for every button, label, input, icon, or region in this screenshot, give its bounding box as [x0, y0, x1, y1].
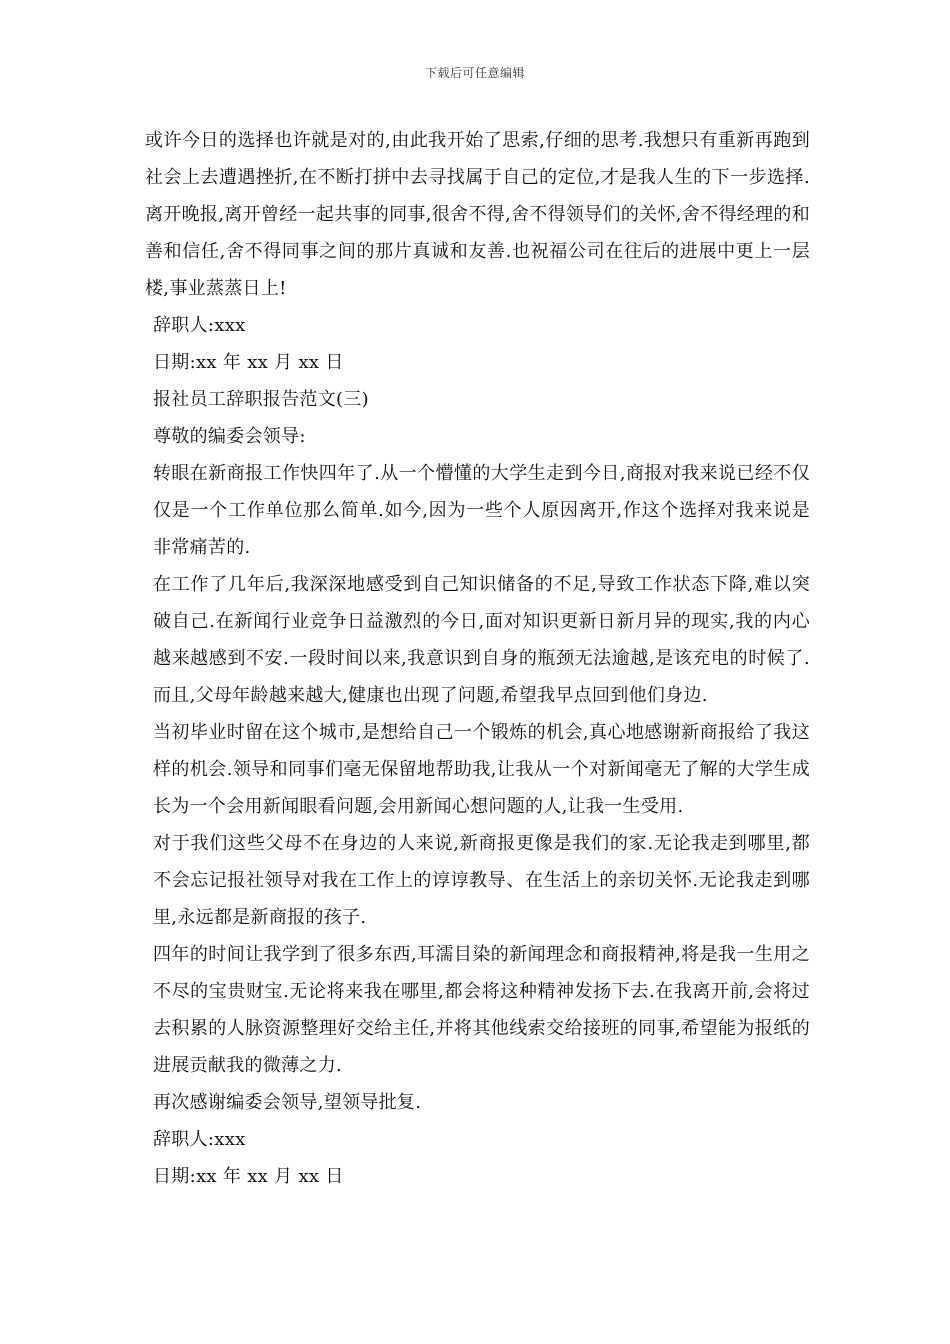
paragraph-family: 对于我们这些父母不在身边的人来说,新商报更像是我们的家.无论我走到哪里,都不会忘记报社领导对我在工作上的谆谆教导、在生活上的亲切关怀.无论我走到哪里,永远都是新商报的孩子. — [153, 833, 810, 928]
signature-line: 辞职人:xxx — [153, 315, 246, 336]
signature-line: 辞职人:xxx — [153, 1129, 246, 1150]
date-line: 日期:xx 年 xx 月 xx 日 — [153, 352, 344, 373]
salutation: 尊敬的编委会领导: — [153, 426, 306, 447]
document-body — [145, 122, 810, 1195]
page-header: 下载后可任意编辑 — [424, 66, 525, 80]
section-title: 报社员工辞职报告范文(三) — [153, 389, 369, 410]
paragraph-handover: 四年的时间让我学到了很多东西,耳濡目染的新闻理念和商报精神,将是我一生用之不尽的宝贵财宝.无论将来我在哪里,都会将这种精神发扬下去.在我离开前,会将过去积累的人脉资源整理好交给主任,并将其他线索交给接班的同事,希望能为报纸的进展贡献我的微薄之力. — [153, 944, 810, 1076]
paragraph-reasons: 在工作了几年后,我深深地感受到自己知识储备的不足,导致工作状态下降,难以突破自己.在新闻行业竞争日益激烈的今日,面对知识更新日新月异的现实,我的内心越来越感到不安.一段时间以来,我意识到自身的瓶颈无法逾越,是该充电的时候了.而且,父母年龄越来越大,健康也出现了问题,希望我早点回到他们身边. — [153, 574, 810, 706]
date-line: 日期:xx 年 xx 月 xx 日 — [153, 1166, 344, 1187]
paragraph-intro: 转眼在新商报工作快四年了.从一个懵懂的大学生走到今日,商报对我来说已经不仅仅是一个工作单位那么简单.如今,因为一些个人原因离开,作这个选择对我来说是非常痛苦的. — [153, 463, 810, 558]
paragraph-gratitude: 当初毕业时留在这个城市,是想给自己一个锻炼的机会,真心地感谢新商报给了我这样的机会.领导和同事们毫无保留地帮助我,让我从一个对新闻毫无了解的大学生成长为一个会用新闻眼看问题,会用新闻心想问题的人,让我一生受用. — [153, 722, 810, 817]
paragraph-closing-thoughts: 或许今日的选择也许就是对的,由此我开始了思索,仔细的思考.我想只有重新再跑到社会上去遭遇挫折,在不断打拼中去寻找属于自己的定位,才是我人生的下一步选择.离开晚报,离开曾经一起共事的同事,很舍不得,舍不得领导们的关怀,舍不得经理的和善和信任,舍不得同事之间的那片真诚和友善.也祝福公司在往后的进展中更上一层楼,事业蒸蒸日上! — [145, 130, 810, 299]
paragraph-thanks: 再次感谢编委会领导,望领导批复. — [153, 1092, 422, 1113]
